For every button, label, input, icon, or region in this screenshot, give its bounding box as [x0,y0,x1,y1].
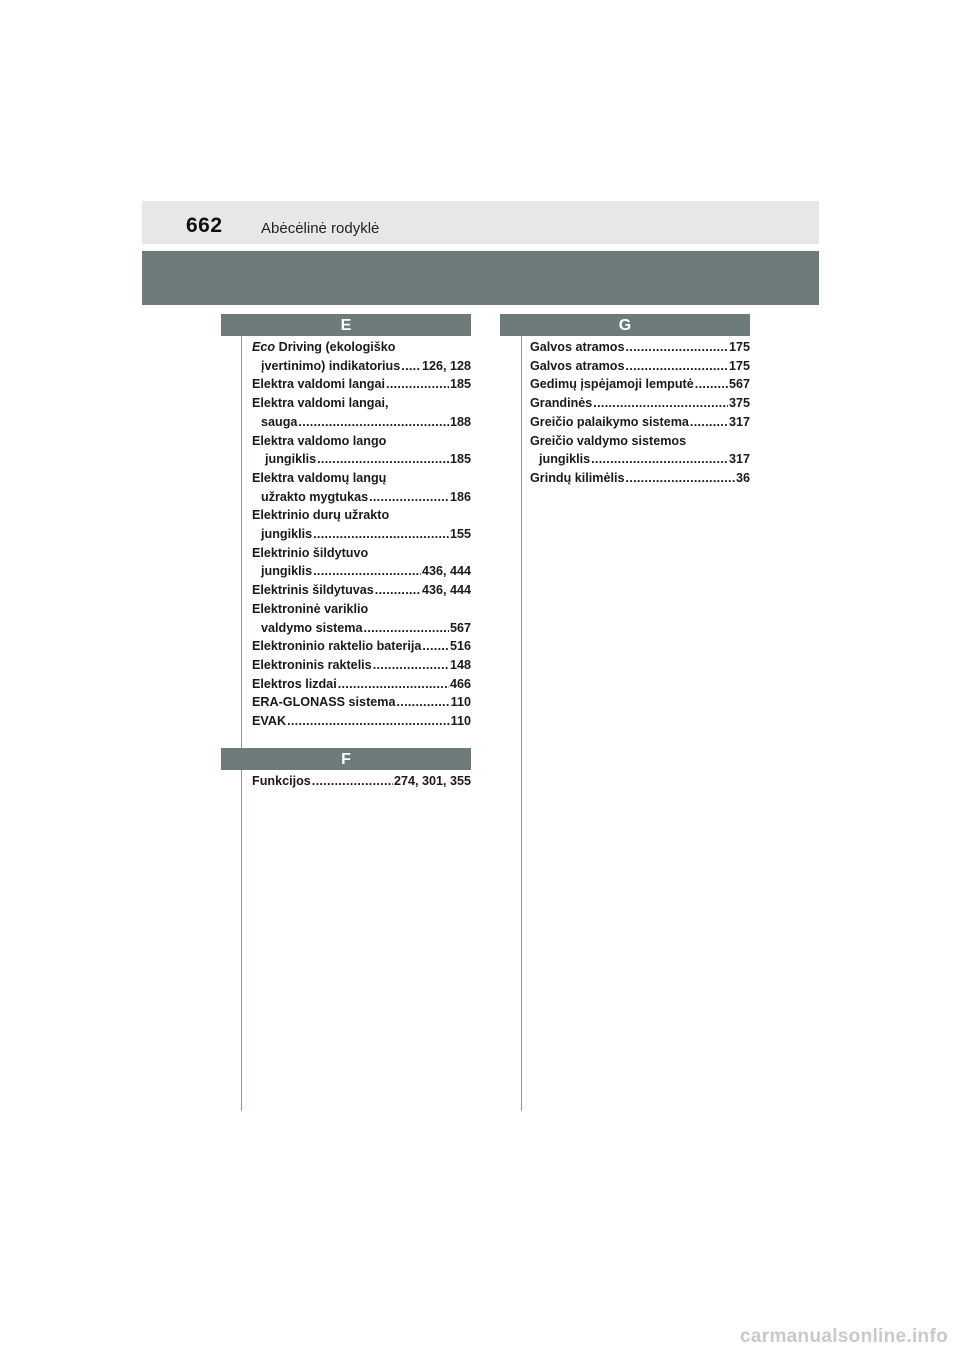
index-entry [252,772,471,791]
index-list-g [530,338,750,488]
index-entry-line [252,544,471,563]
index-entry-line [252,506,471,525]
page-reference: 185 [449,377,471,392]
index-term: Elektra valdomo lango [252,433,387,448]
page-reference: 148 [449,657,471,672]
page-reference: 186 [449,489,471,504]
index-entry-line [252,656,471,675]
index-entry-line [252,375,471,394]
index-entry-line [252,450,471,469]
index-entry-line [252,637,471,656]
index-term: įvertinimo) indikatorius [261,358,401,373]
index-entry [252,581,471,600]
page-reference: 110 [450,714,471,729]
dot-leader [364,619,449,638]
page-reference: 317 [728,452,750,467]
page-reference: 175 [728,340,750,354]
dot-leader [298,413,449,432]
index-term: Elektra valdomi langai [252,377,385,392]
page-reference: 516 [449,639,471,654]
dot-leader [626,338,728,357]
index-entry [530,413,750,432]
index-entry-line [530,357,750,376]
index-list-f [252,772,471,791]
dot-leader [375,581,421,600]
dot-leader [591,450,728,469]
index-entry-line [252,600,471,619]
header-gray-bar [142,251,819,305]
dot-leader [626,357,728,376]
index-entry [530,375,750,394]
index-entry [252,338,471,375]
index-entry-line [252,675,471,694]
dot-leader [313,525,449,544]
index-entry-line [252,488,471,507]
page-reference: 185 [449,452,471,467]
page-reference: 155 [449,527,471,542]
index-entry-line [252,338,471,357]
index-term: Elektroninio raktelio baterija [252,639,422,654]
index-term: jungiklis [539,452,591,467]
index-entry-line [252,413,471,432]
dot-leader [287,712,450,731]
index-term: sauga [261,414,298,429]
dot-leader [695,375,728,394]
page-reference: 126, 128 [421,358,471,373]
index-entry-line [530,450,750,469]
index-term: Elektroninis raktelis [252,657,372,672]
dot-leader [396,693,449,712]
index-entry-line [252,772,471,791]
dot-leader [422,637,449,656]
index-entry [252,637,471,656]
index-entry [252,656,471,675]
index-entry [252,693,471,712]
index-entry-line [252,581,471,600]
dot-leader [625,469,735,488]
index-entry [252,675,471,694]
page-reference: 274, 301, 355 [393,774,471,788]
page-reference: 375 [728,396,750,411]
index-entry [530,357,750,376]
index-term: valdymo sistema [261,620,363,635]
index-entry-line [530,469,750,488]
index-entry [530,338,750,357]
index-entry [252,394,471,431]
section-heading-g: G [500,314,750,336]
index-term: ERA-GLONASS sistema [252,695,396,710]
index-entry-line [530,338,750,357]
page-reference: 36 [735,470,750,485]
section-heading-e: E [221,314,471,336]
page-reference: 175 [728,358,750,373]
index-term: Grandinės [530,396,593,411]
index-entry-line [252,562,471,581]
dot-leader [312,772,393,791]
index-entry-line [252,394,471,413]
index-term: Elektrinio durų užrakto [252,508,390,523]
index-entry [530,432,750,469]
index-term: jungiklis [261,527,313,542]
index-term: Elektrinis šildytuvas [252,583,374,598]
page-reference: 317 [728,414,750,429]
index-entry-line [252,712,471,731]
index-term: Elektra valdomų langų [252,470,387,485]
index-entry-line [252,693,471,712]
section-heading-f: F [221,748,471,770]
header-band [142,201,819,244]
index-term: Eco Driving (ekologiško [252,340,396,354]
index-entry-line [252,619,471,638]
page-reference: 436, 444 [421,564,471,579]
index-entry [252,375,471,394]
index-term: Galvos atramos [530,358,625,373]
index-term: Greičio palaikymo sistema [530,414,689,429]
index-entry [252,469,471,506]
section-title: Abėcėlinė rodyklė [261,220,380,237]
index-entry-line [530,432,750,451]
page-reference: 466 [449,676,471,691]
dot-leader [690,413,728,432]
index-term: jungiklis [265,452,317,467]
page-reference: 567 [449,620,471,635]
page-reference: 436, 444 [421,583,471,598]
index-entry [252,544,471,581]
index-term: Grindų kilimėlis [530,470,625,485]
index-list-e [252,338,471,731]
page-number: 662 [186,214,223,237]
index-term: Elektros lizdai [252,676,337,691]
index-term: Elektra valdomi langai, [252,396,389,411]
dot-leader [386,375,449,394]
index-entry-line [252,469,471,488]
index-entry-line [252,357,471,376]
index-entry-line [530,394,750,413]
index-term: Elektrinio šildytuvo [252,545,369,560]
page-reference: 567 [728,377,750,392]
index-term: Gedimų įspėjamoji lemputė [530,377,694,392]
index-term: Elektroninė variklio [252,601,369,616]
dot-leader [313,562,421,581]
index-entry [252,600,471,637]
index-term: užrakto mygtukas [261,489,369,504]
index-entry-line [252,525,471,544]
index-entry [252,432,471,469]
index-term: jungiklis [261,564,313,579]
index-term: Greičio valdymo sistemos [530,433,687,448]
index-entry-line [252,432,471,451]
dot-leader [369,488,449,507]
index-term: EVAK [252,714,287,729]
dot-leader [401,357,421,376]
index-entry-line [530,413,750,432]
index-entry [252,712,471,731]
index-entry [252,506,471,543]
index-entry [530,469,750,488]
dot-leader [338,675,449,694]
index-term: Funkcijos [252,774,311,788]
index-entry [530,394,750,413]
dot-leader [593,394,728,413]
page-reference: 110 [450,695,471,710]
page-reference: 188 [449,414,471,429]
dot-leader [373,656,449,675]
index-entry-line [530,375,750,394]
column-divider-left [241,335,242,1111]
column-divider-right [521,335,522,1111]
index-term: Galvos atramos [530,340,625,354]
watermark-logo: carmanualsonline.info [740,1326,948,1347]
dot-leader [317,450,449,469]
